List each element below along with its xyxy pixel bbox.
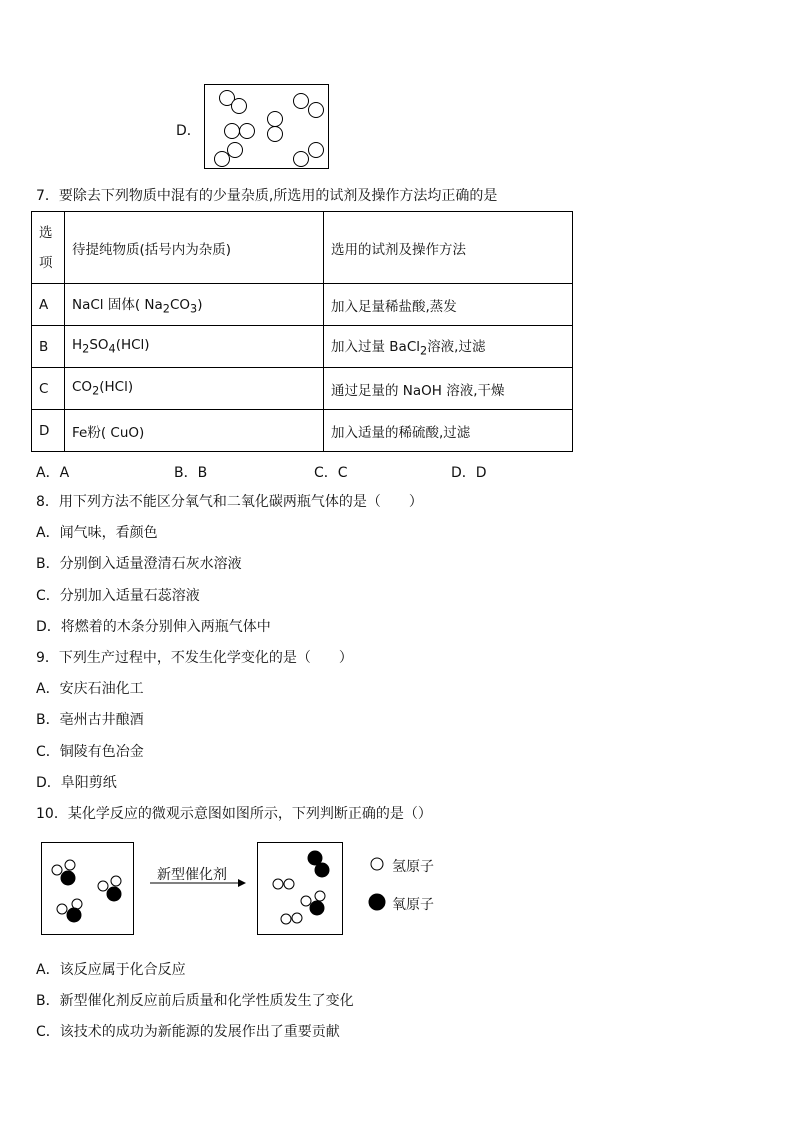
q9-option: A．安庆石油化工 (36, 681, 144, 697)
q9-option: D．阜阳剪纸 (36, 775, 117, 791)
q8-stem: 8．用下列方法不能区分氧气和二氧化碳两瓶气体的是（ ） (36, 494, 423, 510)
q7-stem: 7．要除去下列物质中混有的少量杂质,所选用的试剂及操作方法均正确的是 (36, 188, 498, 204)
answer-option: A．A (36, 465, 70, 481)
product-molecules (258, 843, 344, 936)
table-row (32, 326, 573, 368)
q10-option: B．新型催化剂反应前后质量和化学性质发生了变化 (36, 993, 354, 1009)
q8-option: A．闻气味，看颜色 (36, 525, 158, 541)
q6-option-d-figure (204, 84, 329, 169)
header-substance: 待提纯物质(括号内为杂质) (65, 212, 324, 284)
row-substance: $CO_2(HCl)$ (65, 368, 324, 410)
table-row (32, 284, 573, 326)
hydrogen-atom-icon (369, 856, 385, 872)
q8-option: D．将燃着的木条分别伸入两瓶气体中 (36, 619, 271, 635)
row-method: 通过足量的 NaOH 溶液,干燥 (324, 368, 573, 410)
molecule-diagram (205, 85, 330, 170)
q10-option: A．该反应属于化合反应 (36, 962, 186, 978)
row-method: 加入适量的稀硫酸,过滤 (324, 410, 573, 452)
row-substance: NaCl 固体( $Na_2CO_3$) (65, 284, 324, 326)
q9-stem: 9．下列生产过程中，不发生化学变化的是（ ） (36, 650, 353, 666)
q7-table (31, 211, 573, 452)
row-method: 加入过量 BaCl$_2$溶液,过滤 (324, 326, 573, 368)
answer-option: D．D (451, 465, 487, 481)
q8-option: B．分别倒入适量澄清石灰水溶液 (36, 556, 242, 572)
table-row (32, 368, 573, 410)
q8-option: C．分别加入适量石蕊溶液 (36, 588, 200, 604)
answer-option: C．C (314, 465, 348, 481)
row-substance: $H_2SO_4(HCl)$ (65, 326, 324, 368)
row-option: A (32, 284, 65, 326)
legend-hydrogen-label: 氢原子 (392, 859, 434, 875)
row-option: C (32, 368, 65, 410)
q6-option-d-label: D． (176, 123, 201, 139)
q9-option: B．亳州古井酿酒 (36, 712, 144, 728)
row-method: 加入足量稀盐酸,蒸发 (324, 284, 573, 326)
q10-stem: 10．某化学反应的微观示意图如图所示，下列判断正确的是（） (36, 806, 432, 822)
reaction-arrow-icon (148, 876, 248, 890)
row-option: B (32, 326, 65, 368)
reactant-molecules (42, 843, 135, 936)
reactants-box (41, 842, 134, 935)
legend-oxygen-label: 氧原子 (392, 897, 434, 913)
header-method: 选用的试剂及操作方法 (324, 212, 573, 284)
products-box (257, 842, 343, 935)
row-substance: Fe粉( CuO) (65, 410, 324, 452)
catalyst-label: 新型催化剂 (157, 867, 227, 883)
q9-option: C．铜陵有色冶金 (36, 744, 144, 760)
q10-option: C．该技术的成功为新能源的发展作出了重要贡献 (36, 1024, 340, 1040)
table-row (32, 410, 573, 452)
oxygen-atom-icon (367, 892, 387, 912)
row-option: D (32, 410, 65, 452)
table-header-row (32, 212, 573, 284)
header-option: 选项 (32, 212, 65, 284)
answer-option: B．B (174, 465, 208, 481)
